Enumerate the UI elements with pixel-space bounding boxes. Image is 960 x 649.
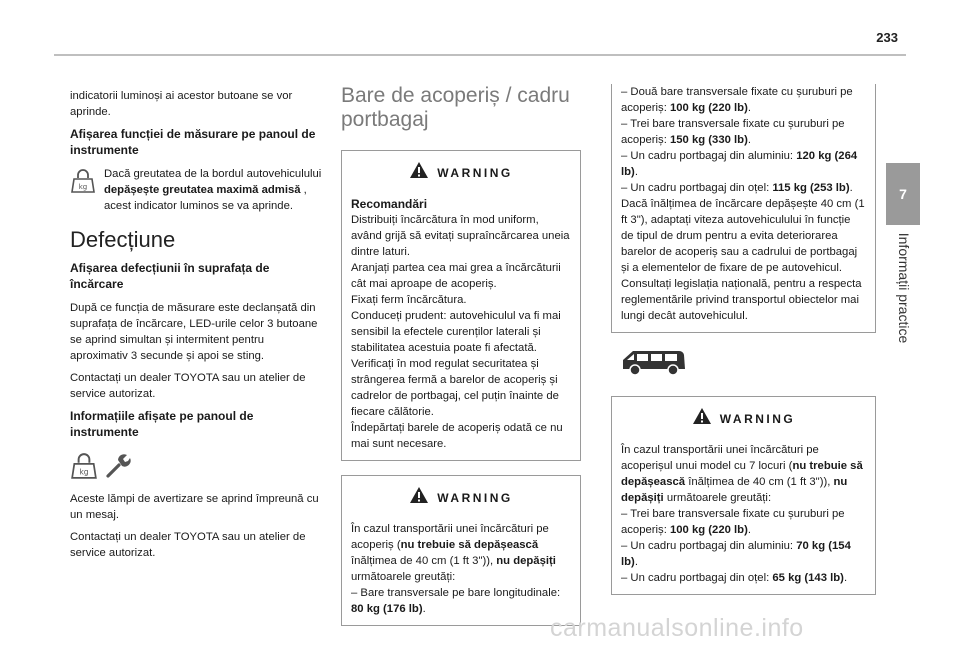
chapter-label-box [884,226,924,351]
continued-warning-box [611,84,876,333]
header-rule [54,54,906,56]
paragraph: După ce funcția de măsurare este declanșată din suprafața de încărcare, LED-urile celor 3 butoane se aprind simultan și intermitent pentru aproximativ 3 secunde și apoi se sting. [70,302,318,362]
warning-text: Consultați legislația națională, pentru a respecta reglementările privind transportul obiectelor mai lungi decât autovehiculul. [621,278,862,322]
warning-triangle-icon [409,486,429,509]
weight-warning-note: kg Dacă greutatea de la bordul autovehiculului depășește greutatea maximă admisă , acest indicator luminos se va aprinde. [70,166,322,214]
warning-triangle-icon [409,161,429,184]
warning-box-recommendations [341,150,581,461]
warning-text: Distribuiți încărcătura în mod uniform, având grijă să evitați supraîncărcarea uneia dintre laturi. [351,214,570,258]
limit-line: – Un cadru portbagaj din oțel: 65 kg (143 lb). [621,572,848,584]
page-number: 233 [876,30,898,45]
subheading: Informațiile afișate pe panoul de instrumente [70,409,254,439]
column-1 [70,88,322,567]
warning-text: Fixați ferm încărcătura. [351,294,467,306]
section-heading-defect: Defecțiune [70,227,176,252]
warning-text: Conduceți prudent: autovehiculul va fi mai sensibil la efectele curenților laterali și stabilitatea acestuia poate fi afectată. [351,310,561,354]
limit-line: – Două bare transversale fixate cu șuruburi pe acoperiș: 100 kg (220 lb). [621,86,853,114]
warning-heading: Recomandări [351,197,428,211]
paragraph: Contactați un dealer TOYOTA sau un atelier de service autorizat. [70,531,306,559]
warning-label: WARNING [437,490,513,505]
weight-padlock-icon [70,168,96,199]
warning-header [351,161,571,184]
warning-icons-row [70,452,322,485]
chapter-label: Informații practice [896,232,912,344]
warning-text: Îndepărtați barele de acoperiș odată ce nu mai sunt necesare. [351,422,563,450]
van-icon [619,347,876,382]
column-3 [611,84,876,609]
warning-header [621,407,866,430]
paragraph: Aceste lămpi de avertizare se aprind împreună cu un mesaj. [70,493,319,521]
limit-line: – Un cadru portbagaj din aluminiu: 70 kg (154 lb). [621,540,851,568]
wrench-icon [104,452,132,485]
warning-label: WARNING [719,411,796,426]
svg-text:kg: kg [79,467,89,477]
warning-box-roof-load [341,475,581,626]
svg-text:kg: kg [78,183,88,191]
weight-padlock-icon [70,452,98,485]
warning-text: – Bare transversale pe bare longitudinale: 80 kg (176 lb). [351,587,561,615]
limit-line: – Un cadru portbagaj din oțel: 115 kg (253 lb). [621,182,853,194]
limit-line: – Trei bare transversale fixate cu șuruburi pe acoperiș: 100 kg (220 lb). [621,508,845,536]
watermark: carmanualsonline.info [550,614,804,642]
limit-line: – Trei bare transversale fixate cu șuruburi pe acoperiș: 150 kg (330 lb). [621,118,845,146]
chapter-tab[interactable]: 7 [886,163,920,225]
paragraph: indicatorii luminoși ai acestor butoane se vor aprinde. [70,90,293,118]
warning-header [351,486,571,509]
warning-box-7-seat [611,396,876,595]
warning-text: Aranjați partea cea mai grea a încărcăturii cât mai aproape de acoperiș. [351,262,561,290]
warning-text: În cazul transportării unei încărcături pe acoperișul unui model cu 7 locuri (nu trebuie să depășească înălțimea de 40 cm (1 ft 3")), nu depășiți următoarele greutăți: [621,444,863,504]
warning-text: Verificați în mod regulat securitatea și strângerea fermă a barelor de acoperiș și cadrelor de portbagaj, cel puțin înainte de fiecare călătorie. [351,358,559,418]
warning-triangle-icon [692,407,712,430]
subheading: Afișarea defecțiunii în suprafața de încărcare [70,261,270,291]
subheading: Afișarea funcției de măsurare pe panoul de instrumente [70,127,316,157]
warning-text: În cazul transportării unei încărcături pe acoperiș (nu trebuie să depășească înălțimea de 40 cm (1 ft 3")), nu depășiți următoarele greutăți: [351,523,556,583]
paragraph: Contactați un dealer TOYOTA sau un atelier de service autorizat. [70,372,306,400]
warning-label: WARNING [437,165,513,180]
section-title-roof-bars: Bare de acoperiș / cadru portbagaj [341,84,570,131]
limit-line: – Un cadru portbagaj din aluminiu: 120 kg (264 lb). [621,150,858,178]
column-2 [341,84,581,640]
warning-text: Dacă înălțimea de încărcare depășește 40 cm (1 ft 3"), adaptați viteza autovehiculului în funcție de tipul de drum pentru a evita deteriorarea barelor de acoperiș sau a cadrului de portbagaj și a elementelor de fixare de pe autovehicul. [621,198,865,274]
